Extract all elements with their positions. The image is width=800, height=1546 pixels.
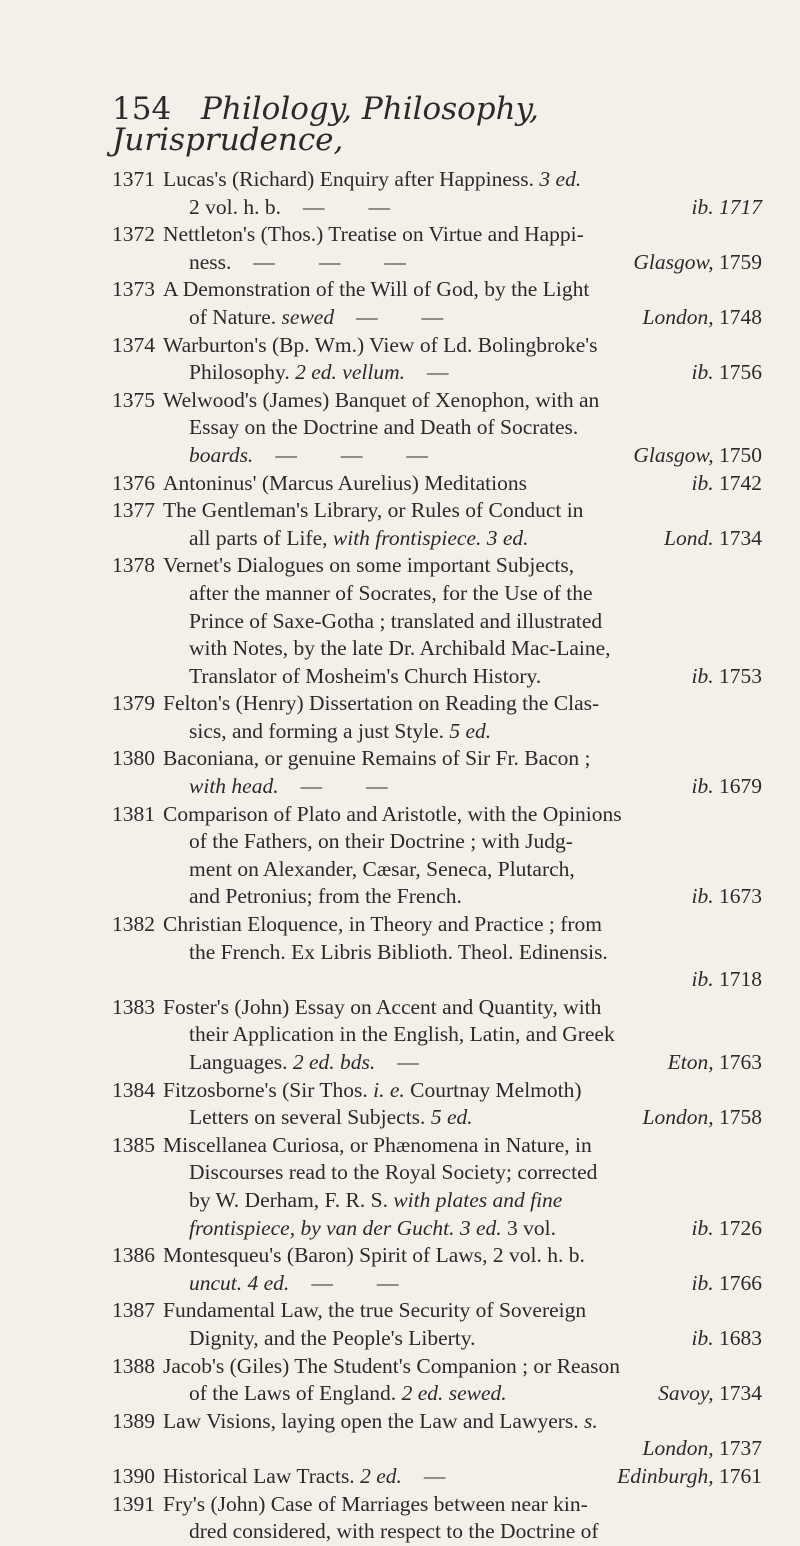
catalogue-entry: 1387 Fundamental Law, the true Security of Sovereign Dignity, and the People's Liberty. ib. 1683 <box>112 1298 762 1350</box>
catalogue-entry: 1372 Nettleton's (Thos.) Treatise on Virtue and Happi- ness. — — — Glasgow, 1759 <box>112 222 762 274</box>
entry-number: 1383 <box>112 994 155 1019</box>
catalogue-entry: 1384 Fitzosborne's (Sir Thos. i. e. Courtnay Melmoth) Letters on several Subjects. 5 ed. London, 1758 <box>112 1077 762 1130</box>
page-title: Philology, Philosophy, Jurisprudence, <box>112 91 539 158</box>
catalogue-entry: 1385 Miscellanea Curiosa, or Phænomena in Nature, in Discourses read to the Royal Society; corrected by W. Derham, F. R. S. with plates and fine frontispiece, by van der Gucht. 3 ed. 3 vol. ib. 1726 <box>112 1132 762 1240</box>
catalogue-entry: 1375 Welwood's (James) Banquet of Xenophon, with an Essay on the Doctrine and Death of Socrates. boards. — — — Glasgow, 1750 <box>112 387 762 467</box>
catalogue-entry: 1381 Comparison of Plato and Aristotle, with the Opinions of the Fathers, on their Doctrine ; with Judg- ment on Alexander, Cæsar, Seneca, Plutarch, and Petronius; from the French. ib. 1673 <box>112 801 762 909</box>
entry-number: 1380 <box>112 746 155 771</box>
entry-number: 1381 <box>112 801 155 826</box>
entry-number: 1372 <box>112 222 155 247</box>
entry-number: 1382 <box>112 912 155 937</box>
catalogue-entry: 1374 Warburton's (Bp. Wm.) View of Ld. Bolingbroke's Philosophy. 2 ed. vellum. — ib. 1756 <box>112 332 762 385</box>
catalogue-entries <box>112 166 762 1546</box>
page-number: 154 <box>112 91 172 127</box>
entry-number: 1373 <box>112 277 155 302</box>
entry-number: 1375 <box>112 387 155 412</box>
catalogue-entry: 1380 Baconiana, or genuine Remains of Sir Fr. Bacon ; with head. — — ib. 1679 <box>112 746 762 799</box>
catalogue-entry: 1378 Vernet's Dialogues on some important Subjects, after the manner of Socrates, for the Use of the Prince of Saxe-Gotha ; translated and illustrated with Notes, by the late Dr. Archibald Mac-Laine, Translator of Mosheim's Church History. ib. 1753 <box>112 553 762 688</box>
entry-number: 1371 <box>112 167 155 191</box>
entry-number: 1374 <box>112 332 155 357</box>
entry-number: 1390 <box>112 1463 155 1488</box>
entry-number: 1385 <box>112 1132 155 1157</box>
running-header <box>112 91 740 158</box>
catalogue-entry: 1373 A Demonstration of the Will of God, by the Light of Nature. sewed — — London, 1748 <box>112 277 762 329</box>
catalogue-entry: 1382 Christian Eloquence, in Theory and Practice ; from the French. Ex Libris Biblioth. Theol. Edinensis. ib. 1718 <box>112 912 762 992</box>
catalogue-entry: 1379 Felton's (Henry) Dissertation on Reading the Clas- sics, and forming a just Style. 5 ed. <box>112 691 600 743</box>
catalogue-entry: 1386 Montesqueu's (Baron) Spirit of Laws, 2 vol. h. b. uncut. 4 ed. — — ib. 1766 <box>112 1243 762 1295</box>
entry-number: 1387 <box>112 1298 155 1323</box>
catalogue-entry: 1376 Antoninus' (Marcus Aurelius) Meditations ib. 1742 <box>112 470 762 498</box>
entry-number: 1391 <box>112 1491 155 1516</box>
entry-number: 1377 <box>112 498 155 523</box>
catalogue-entry: 1389 Law Visions, laying open the Law and Lawyers. s. London, 1737 <box>112 1408 762 1461</box>
entry-number: 1376 <box>112 470 155 495</box>
catalogue-entry: 1377 The Gentleman's Library, or Rules of Conduct in all parts of Life, with frontispiece. 3 ed. Lond. 1734 <box>112 498 762 550</box>
catalogue-entry: 1371 Lucas's (Richard) Enquiry after Happiness. 3 ed. 2 vol. h. b. — — ib. 1717 <box>112 167 762 219</box>
entry-number: 1384 <box>112 1077 155 1102</box>
entry-number: 1388 <box>112 1353 155 1378</box>
entry-number: 1378 <box>112 553 155 578</box>
entry-number: 1389 <box>112 1408 155 1433</box>
catalogue-entry: 1383 Foster's (John) Essay on Accent and Quantity, with their Application in the English, Latin, and Greek Languages. 2 ed. bds. — Eton, 1763 <box>112 994 762 1074</box>
catalogue-entry: 1390 Historical Law Tracts. 2 ed. — Edinburgh, 1761 <box>112 1463 762 1491</box>
catalogue-entry: 1388 Jacob's (Giles) The Student's Companion ; or Reason of the Laws of England. 2 ed. sewed. Savoy, 1734 <box>112 1353 762 1406</box>
catalogue-entry: 1391 Fry's (John) Case of Marriages between near kin- dred considered, with respect to the Doctrine of <box>112 1491 599 1544</box>
entry-number: 1379 <box>112 691 155 716</box>
entry-number: 1386 <box>112 1243 155 1268</box>
